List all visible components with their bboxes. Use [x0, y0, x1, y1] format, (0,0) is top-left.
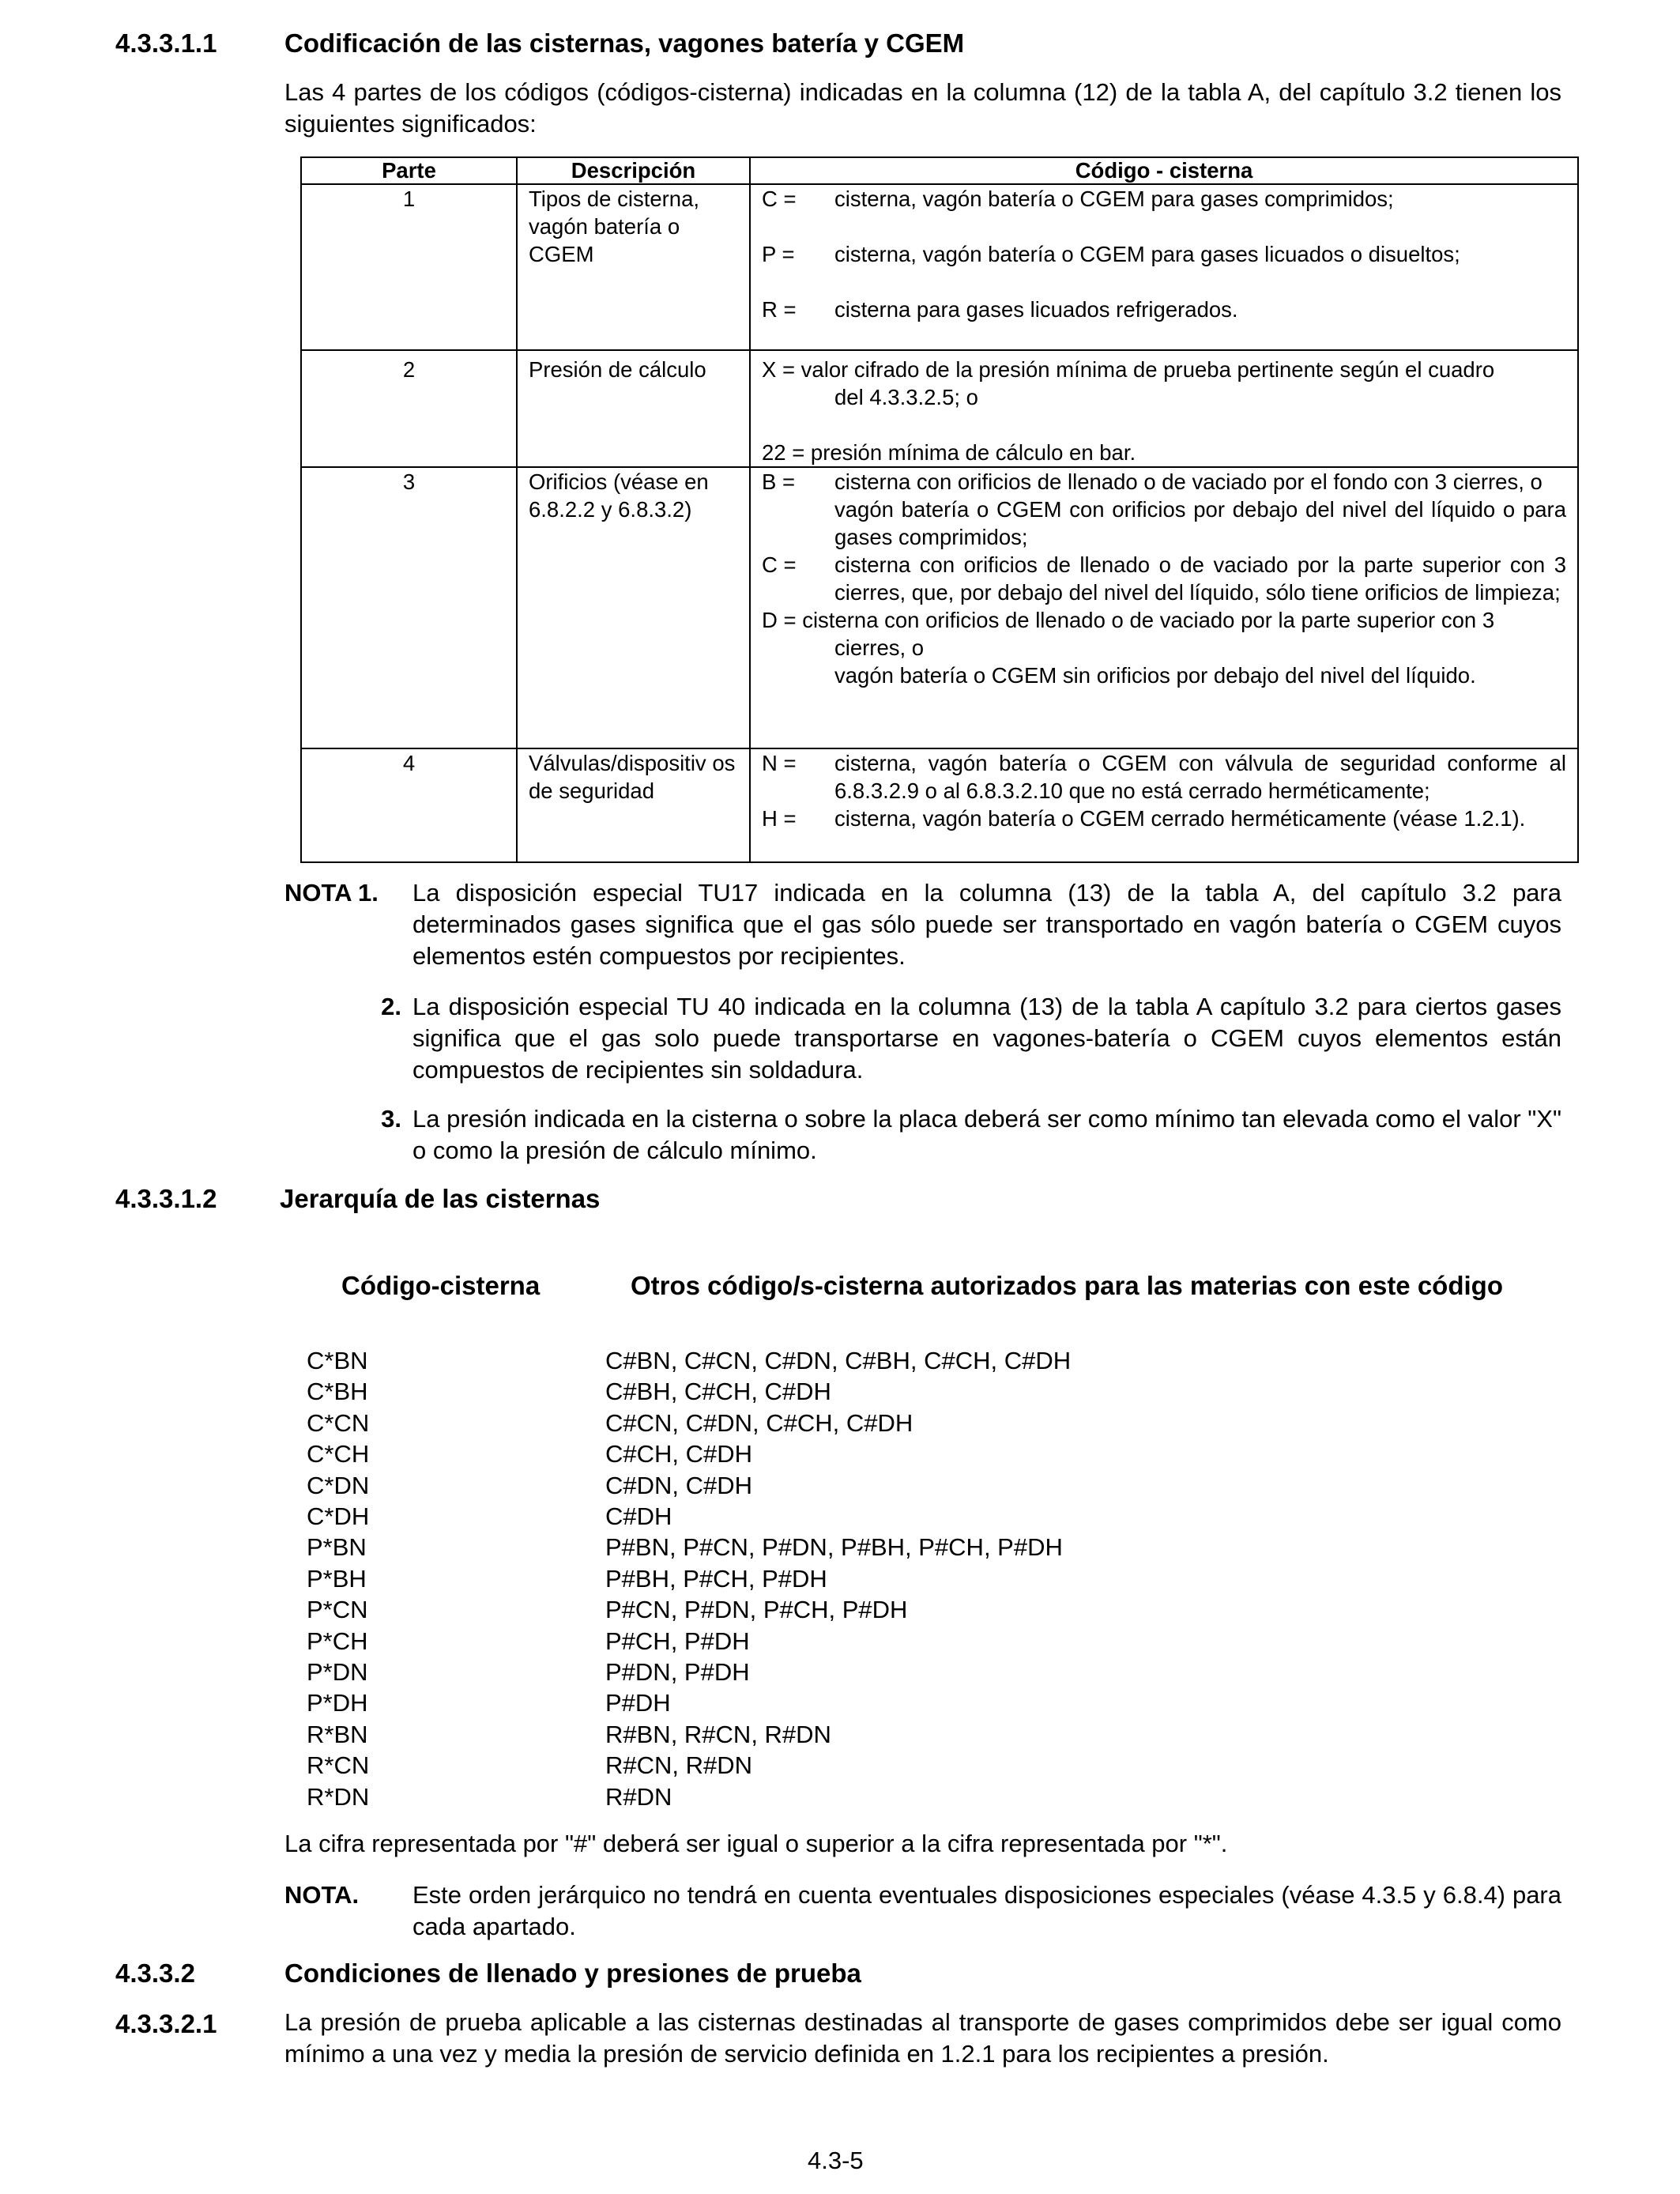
hierarchy-note [284, 1879, 1561, 1943]
table-row [301, 184, 1578, 350]
section-title: Jerarquía de las cisternas [280, 1184, 601, 1213]
hierarchy-row [307, 1501, 1071, 1532]
authorized-codes: C#DH [605, 1502, 672, 1531]
tank-code: C*CN [307, 1408, 370, 1437]
hierarchy-row [307, 1750, 1071, 1781]
hierarchy-row [307, 1594, 1071, 1625]
code-letter: R = [762, 297, 797, 322]
authorized-codes: C#CH, C#DH [605, 1440, 753, 1468]
code-letter: C = [762, 552, 797, 577]
code-cell [750, 184, 1578, 350]
note-label: 2. [381, 993, 401, 1020]
code-letter: H = [762, 806, 797, 831]
tank-code: C*BN [307, 1347, 368, 1374]
note-item [284, 1103, 1561, 1167]
header-descripcion: Descripción [517, 157, 750, 184]
code-cell [750, 748, 1578, 862]
code-text: vagón batería o CGEM con orificios por debajo del nivel del líquido o para gases comprimidos; [834, 497, 1566, 549]
tank-code: R*DN [307, 1782, 370, 1811]
header-codigo: Código - cisterna [750, 157, 1578, 184]
intro-paragraph: Las 4 partes de los códigos (códigos-cisterna) indicadas en la columna (12) de la tabla A, del capítulo 3.2 tienen los siguientes significados: [284, 78, 1561, 138]
parte-cell: 3 [301, 467, 517, 748]
hierarchy-row [307, 1563, 1071, 1594]
tank-code: P*DN [307, 1658, 368, 1687]
section-number: 4.3.3.1.1 [115, 28, 217, 58]
code-text: cisterna para gases licuados refrigerados. [834, 297, 1238, 322]
hierarchy-row [307, 1687, 1071, 1718]
code-text: cisterna, vagón batería o CGEM con válvula de seguridad conforme al 6.8.3.2.9 o al 6.8.3.2.10 que no está cerrado herméticamente; [834, 751, 1566, 803]
authorized-codes: R#BN, R#CN, R#DN [605, 1720, 831, 1748]
note-label: NOTA 1. [284, 879, 379, 907]
code-text: X = valor cifrado de la presión mínima de prueba pertinente según el cuadro [762, 357, 1495, 382]
table-header-row [301, 157, 1578, 184]
authorized-codes: C#DN, C#DH [605, 1471, 753, 1499]
tank-code: C*DH [307, 1502, 370, 1531]
authorized-codes: C#BH, C#CH, C#DH [605, 1378, 831, 1406]
desc-cell: Válvulas/dispositiv os de seguridad [517, 748, 750, 862]
section-number: 4.3.3.2 [115, 1958, 195, 1988]
authorized-codes: P#DN, P#DH [605, 1658, 750, 1687]
section-number: 4.3.3.1.2 [115, 1184, 217, 1213]
code-text: cierres, o [834, 635, 925, 660]
tank-code: P*BH [307, 1564, 367, 1593]
parte-cell: 2 [301, 350, 517, 467]
tank-code-table [300, 156, 1579, 863]
section-number: 4.3.3.2.1 [115, 2009, 217, 2038]
authorized-codes: P#CH, P#DH [605, 1627, 750, 1655]
code-letter: N = [762, 751, 797, 775]
code-text: 22 = presión mínima de cálculo en bar. [762, 440, 1136, 465]
note-label: NOTA. [284, 1881, 360, 1909]
hierarchy-row [307, 1376, 1071, 1407]
tank-code: C*CH [307, 1440, 370, 1468]
authorized-codes: P#CN, P#DN, P#CH, P#DH [605, 1596, 908, 1624]
code-letter: B = [762, 469, 796, 494]
desc-cell: Presión de cálculo [517, 350, 750, 467]
hierarchy-row [307, 1719, 1071, 1750]
hierarchy-row [307, 1532, 1071, 1563]
code-text: cisterna, vagón batería o CGEM para gases licuados o disueltos; [834, 242, 1460, 266]
hierarchy-row [307, 1408, 1071, 1438]
note-text: La presión indicada en la cisterna o sobre la placa deberá ser como mínimo tan elevada como el valor "X" o como la presión de cálculo mínimo. [412, 1105, 1561, 1164]
code-cell [750, 467, 1578, 748]
code-letter: P = [762, 242, 795, 266]
authorized-codes: P#DH [605, 1689, 671, 1717]
section-paragraph: La presión de prueba aplicable a las cisternas destinadas al transporte de gases comprimidos debe ser igual como mínimo a una vez y media la presión de servicio definida en 1.2.1 para los recipientes a presión. [284, 2008, 1561, 2068]
tank-code: R*BN [307, 1720, 368, 1748]
hierarchy-list [307, 1345, 1071, 1812]
code-text: del 4.3.3.2.5; o [834, 385, 978, 409]
desc-cell: Orificios (véase en 6.8.2.2 y 6.8.3.2) [517, 467, 750, 748]
note-label: 3. [381, 1105, 401, 1133]
authorized-codes: R#DN [605, 1782, 672, 1811]
cifra-paragraph: La cifra representada por "#" deberá ser igual o superior a la cifra representada por "*". [284, 1830, 1228, 1857]
authorized-codes: C#BN, C#CN, C#DN, C#BH, C#CH, C#DH [605, 1347, 1072, 1374]
note-text: Este orden jerárquico no tendrá en cuenta eventuales disposiciones especiales (véase 4.3.5 y 6.8.4) para cada apartado. [412, 1881, 1561, 1940]
tank-code: C*DN [307, 1471, 370, 1499]
code-text: cisterna con orificios de llenado o de vaciado por la parte superior con 3 cierres, que, por debajo del nivel del líquido, sólo tiene orificios de limpieza; [834, 552, 1566, 605]
hierarchy-row [307, 1657, 1071, 1687]
note-text: La disposición especial TU 40 indicada en la columna (13) de la tabla A capítulo 3.2 para ciertos gases significa que el gas solo puede transportarse en vagones-batería o CGEM cuyos elementos están compuestos de recipientes sin soldadura. [412, 993, 1561, 1084]
page-number: 4.3-5 [808, 2147, 864, 2174]
code-cell [750, 350, 1578, 467]
header-parte: Parte [301, 157, 517, 184]
hierarchy-row [307, 1345, 1071, 1376]
note-item [284, 877, 1561, 972]
authorized-codes: R#CN, R#DN [605, 1751, 753, 1780]
desc-cell: Tipos de cisterna, vagón batería o CGEM [517, 184, 750, 350]
section-title: Condiciones de llenado y presiones de prueba [284, 1958, 861, 1988]
table-row [301, 467, 1578, 748]
tank-code: P*DH [307, 1689, 368, 1717]
tank-code: R*CN [307, 1751, 370, 1780]
parte-cell: 1 [301, 184, 517, 350]
code-letter: C = [762, 187, 797, 211]
hierarchy-row [307, 1438, 1071, 1469]
tank-code: P*CN [307, 1596, 368, 1624]
tank-code: P*CH [307, 1627, 368, 1655]
table-row [301, 748, 1578, 862]
hierarchy-row [307, 1470, 1071, 1501]
note-item [284, 991, 1561, 1086]
hierarchy-row [307, 1626, 1071, 1657]
code-text: vagón batería o CGEM sin orificios por debajo del nivel del líquido. [834, 663, 1476, 688]
authorized-codes: C#CN, C#DN, C#CH, C#DH [605, 1408, 913, 1437]
authorized-codes: P#BN, P#CN, P#DN, P#BH, P#CH, P#DH [605, 1533, 1063, 1562]
hierarchy-row [307, 1781, 1071, 1812]
code-text: cisterna, vagón batería o CGEM para gases comprimidos; [834, 187, 1394, 211]
note-text: La disposición especial TU17 indicada en la columna (13) de la tabla A, del capítulo 3.2 para determinados gases significa que el gas sólo puede ser transportado en vagón batería o CGEM cuyos elementos estén compuestos por recipientes. [412, 879, 1561, 970]
authorized-codes: P#BH, P#CH, P#DH [605, 1564, 827, 1593]
code-text: cisterna con orificios de llenado o de vaciado por el fondo con 3 cierres, o [834, 469, 1543, 494]
table-row [301, 350, 1578, 467]
tank-code: P*BN [307, 1533, 367, 1562]
hierarchy-col2-header: Otros código/s-cisterna autorizados para las materias con este código [631, 1271, 1503, 1300]
tank-code: C*BH [307, 1378, 368, 1406]
hierarchy-col1-header: Código-cisterna [341, 1271, 541, 1300]
parte-cell: 4 [301, 748, 517, 862]
section-title: Codificación de las cisternas, vagones batería y CGEM [284, 28, 965, 58]
code-text: D = cisterna con orificios de llenado o de vaciado por la parte superior con 3 [762, 608, 1495, 632]
code-text: cisterna, vagón batería o CGEM cerrado herméticamente (véase 1.2.1). [834, 806, 1526, 831]
